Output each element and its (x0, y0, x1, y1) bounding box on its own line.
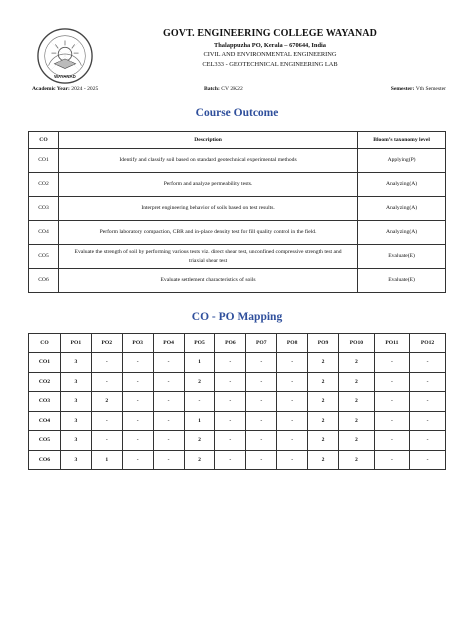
table-row (29, 149, 446, 173)
table-row (29, 450, 446, 470)
mapping-cell: - (246, 353, 277, 373)
column-header-po3: PO3 (122, 334, 153, 353)
mapping-cell: 2 (338, 353, 374, 373)
mapping-cell: - (122, 431, 153, 451)
mapping-cell: - (277, 450, 308, 470)
column-header-co: CO (29, 132, 59, 149)
table-row (29, 411, 446, 431)
mapping-cell: - (374, 411, 409, 431)
academic-year-value: 2024 - 2025 (71, 86, 99, 92)
column-header-po8: PO8 (277, 334, 308, 353)
logo-text: WAYANAD (54, 74, 76, 80)
co-code-cell: CO2 (29, 173, 59, 197)
mapping-cell: 3 (60, 372, 91, 392)
mapping-cell: - (277, 353, 308, 373)
co-code-cell: CO3 (29, 197, 59, 221)
mapping-cell: - (215, 392, 246, 412)
co-description-cell: Interpret engineering behavior of soils based on test results. (58, 197, 357, 221)
mapping-cell: - (410, 392, 446, 412)
table-row (29, 392, 446, 412)
column-header-po10: PO10 (338, 334, 374, 353)
co-po-mapping-table (28, 333, 446, 470)
mapping-cell: 2 (338, 372, 374, 392)
mapping-cell: 2 (338, 392, 374, 412)
co-code-cell: CO4 (29, 221, 59, 245)
mapping-cell: 3 (60, 411, 91, 431)
mapping-cell: - (277, 411, 308, 431)
co-code-cell: CO3 (29, 392, 61, 412)
co-description-cell: Perform laboratory compaction, CBR and in-place density test for fill quality control in the field. (58, 221, 357, 245)
mapping-cell: 2 (308, 392, 339, 412)
mapping-cell: - (91, 411, 122, 431)
semester (391, 86, 446, 92)
co-description-cell: Evaluate settlement characteristics of soils (58, 269, 357, 293)
mapping-cell: - (215, 353, 246, 373)
mapping-cell: - (91, 353, 122, 373)
mapping-cell: 2 (308, 372, 339, 392)
mapping-cell: - (410, 372, 446, 392)
table-row (29, 173, 446, 197)
bloom-level-cell: Evaluate(E) (358, 245, 446, 269)
mapping-cell: - (246, 411, 277, 431)
mapping-cell: - (91, 431, 122, 451)
mapping-cell: 1 (91, 450, 122, 470)
table-header-row (29, 132, 446, 149)
course-outcome-table (28, 131, 446, 293)
mapping-cell: - (374, 372, 409, 392)
mapping-cell: - (410, 450, 446, 470)
co-code-cell: CO6 (29, 450, 61, 470)
column-header-po6: PO6 (215, 334, 246, 353)
mapping-cell: - (374, 353, 409, 373)
co-code-cell: CO2 (29, 372, 61, 392)
mapping-cell: - (215, 450, 246, 470)
mapping-cell: - (122, 353, 153, 373)
co-code-cell: CO4 (29, 411, 61, 431)
bloom-level-cell: Analyzing(A) (358, 173, 446, 197)
mapping-cell: - (184, 392, 215, 412)
column-header-description: Description (58, 132, 357, 149)
mapping-cell: - (410, 411, 446, 431)
mapping-cell: - (277, 372, 308, 392)
table-row (29, 353, 446, 373)
column-header-co: CO (29, 334, 61, 353)
table-row (29, 221, 446, 245)
column-header-po11: PO11 (374, 334, 409, 353)
column-header-po12: PO12 (410, 334, 446, 353)
college-name: GOVT. ENGINEERING COLLEGE WAYANAD (163, 28, 377, 39)
academic-year (32, 86, 98, 92)
batch-label: Batch: (204, 86, 220, 92)
co-description-cell: Identify and classify soil based on standard geotechnical experimental methods (58, 149, 357, 173)
table-header-row (29, 334, 446, 353)
mapping-cell: - (122, 411, 153, 431)
mapping-cell: 2 (91, 392, 122, 412)
mapping-cell: - (277, 392, 308, 412)
mapping-cell: 3 (60, 392, 91, 412)
mapping-cell: - (246, 450, 277, 470)
mapping-cell: - (215, 411, 246, 431)
column-header-po9: PO9 (308, 334, 339, 353)
mapping-cell: 2 (308, 411, 339, 431)
mapping-cell: 3 (60, 353, 91, 373)
mapping-cell: 3 (60, 431, 91, 451)
mapping-cell: - (215, 431, 246, 451)
table-row (29, 431, 446, 451)
mapping-cell: - (246, 431, 277, 451)
mapping-cell: - (374, 450, 409, 470)
mapping-cell: 2 (308, 431, 339, 451)
mapping-cell: - (374, 392, 409, 412)
mapping-cell: - (153, 450, 184, 470)
college-address: Thalappuzha PO, Kerala – 670644, India (213, 42, 327, 49)
column-header-po1: PO1 (60, 334, 91, 353)
bloom-level-cell: Analyzing(A) (358, 197, 446, 221)
mapping-cell: 3 (60, 450, 91, 470)
semester-value: Vth Semester (415, 86, 446, 92)
mapping-cell: - (153, 392, 184, 412)
mapping-cell: - (153, 372, 184, 392)
bloom-level-cell: Analyzing(A) (358, 221, 446, 245)
table-row (29, 269, 446, 293)
academic-year-label: Academic Year: (32, 86, 70, 92)
mapping-cell: 2 (184, 431, 215, 451)
mapping-cell: 2 (308, 353, 339, 373)
column-header-bloom: Bloom’s taxonomy level (358, 132, 446, 149)
mapping-cell: - (246, 392, 277, 412)
co-code-cell: CO6 (29, 269, 59, 293)
lab-name: CEL333 - GEOTECHNICAL ENGINEERING LAB (202, 61, 338, 68)
co-description-cell: Perform and analyze permeability tests. (58, 173, 357, 197)
co-description-cell: Evaluate the strength of soil by performing various tests viz. direct shear test, unconfined compressive strength test and triaxial shear test (58, 245, 357, 269)
course-outcome-title: Course Outcome (195, 107, 279, 119)
mapping-cell: 2 (338, 411, 374, 431)
mapping-cell: - (122, 450, 153, 470)
mapping-cell: - (374, 431, 409, 451)
mapping-cell: - (246, 372, 277, 392)
column-header-po2: PO2 (91, 334, 122, 353)
mapping-cell: - (215, 372, 246, 392)
mapping-cell: - (122, 372, 153, 392)
table-row (29, 197, 446, 221)
table-row (29, 245, 446, 269)
department-name: CIVIL AND ENVIRONMENTAL ENGINEERING (203, 51, 337, 58)
mapping-cell: 2 (308, 450, 339, 470)
table-row (29, 372, 446, 392)
co-code-cell: CO1 (29, 353, 61, 373)
mapping-cell: - (277, 431, 308, 451)
co-po-mapping-title: CO - PO Mapping (191, 311, 283, 323)
co-code-cell: CO1 (29, 149, 59, 173)
mapping-cell: - (410, 431, 446, 451)
college-logo (36, 27, 94, 85)
batch-value: CV 2K22 (221, 86, 243, 92)
mapping-cell: - (153, 353, 184, 373)
mapping-cell: - (153, 431, 184, 451)
mapping-cell: 2 (338, 431, 374, 451)
mapping-cell: - (122, 392, 153, 412)
mapping-cell: - (91, 372, 122, 392)
co-code-cell: CO5 (29, 245, 59, 269)
batch (204, 86, 243, 92)
bloom-level-cell: Applying(P) (358, 149, 446, 173)
column-header-po4: PO4 (153, 334, 184, 353)
mapping-cell: 2 (184, 450, 215, 470)
mapping-cell: 2 (338, 450, 374, 470)
column-header-po7: PO7 (246, 334, 277, 353)
mapping-cell: - (153, 411, 184, 431)
semester-label: Semester: (390, 86, 415, 92)
co-code-cell: CO5 (29, 431, 61, 451)
mapping-cell: 1 (184, 411, 215, 431)
bloom-level-cell: Evaluate(E) (358, 269, 446, 293)
mapping-cell: 1 (184, 353, 215, 373)
column-header-po5: PO5 (184, 334, 215, 353)
mapping-cell: - (410, 353, 446, 373)
mapping-cell: 2 (184, 372, 215, 392)
